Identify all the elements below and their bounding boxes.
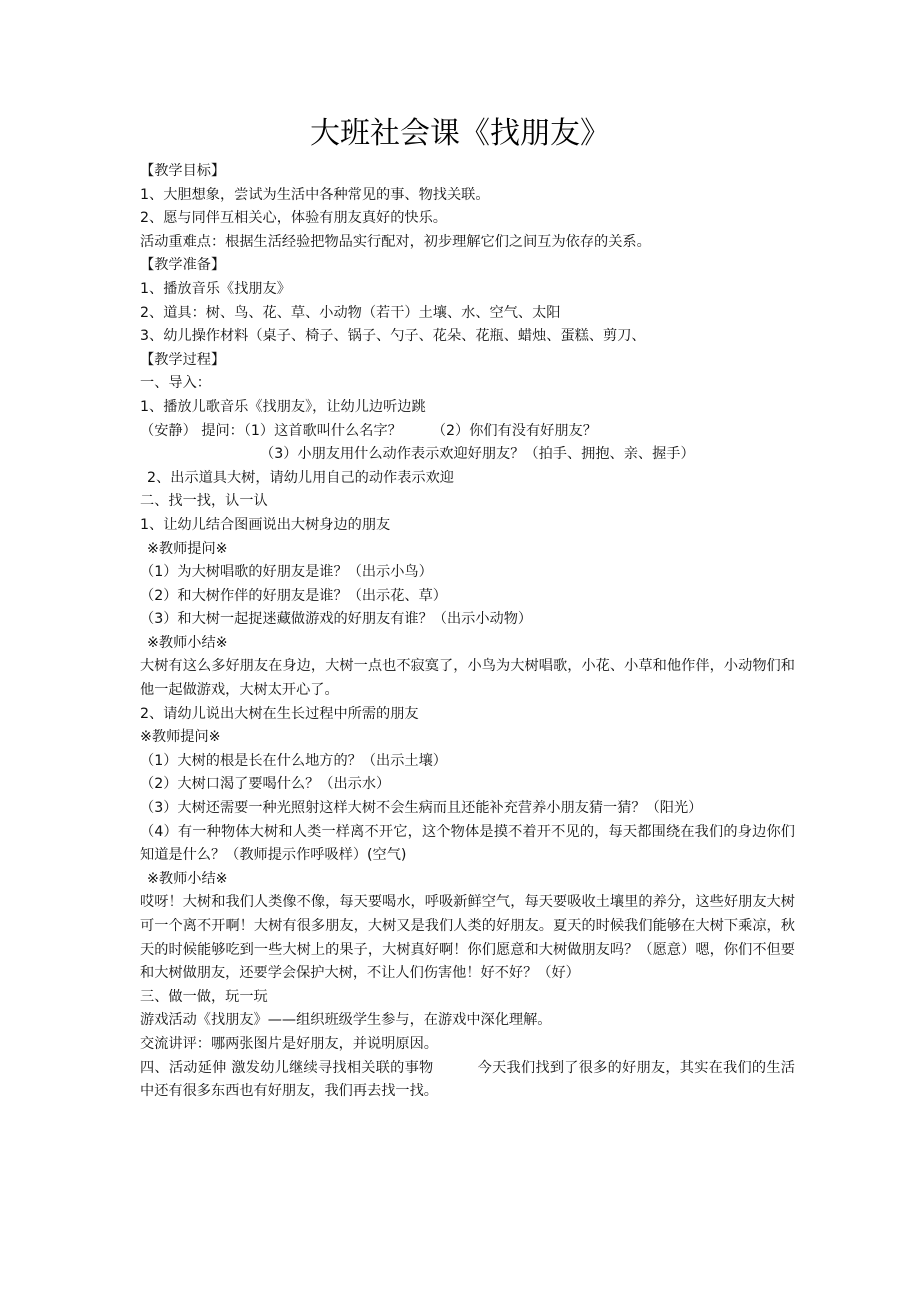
part2-heading: 二、找一找，认一认 [140, 493, 268, 510]
question-a1: （1）为大树唱歌的好朋友是谁？（出示小鸟） [140, 564, 433, 581]
question-a3: （3）和大树一起捉迷藏做游戏的好朋友有谁？（出示小动物） [140, 611, 533, 628]
teacher-summary-label-a: ※教师小结※ [147, 634, 228, 651]
summary-b-paragraph: 哎呀！大树和我们人类像不像，每天要喝水，呼吸新鲜空气，每天要吸收土壤里的养分，这些好朋友大树可一个离不开啊！大树有很多朋友，大树又是我们人类的好朋友。夏天的时候我们能够在大树下乘凉，秋天的时候能够吃到一些大树上的果子，大树真好啊！你们愿意和大树做朋友吗？（愿意）嗯，你们不但要和大树做朋友，还要学会保护大树，不让人们伤害他！好不好？（好） [140, 894, 795, 982]
teacher-summary-label-b: ※教师小结※ [147, 870, 228, 887]
question-a2: （2）和大树作伴的好朋友是谁？（出示花、草） [140, 587, 447, 604]
teacher-question-label-a: ※教师提问※ [147, 540, 228, 557]
question-b3: （3）大树还需要一种光照射这样大树不会生病而且还能补充营养小朋友猜一猜？（阳光） [140, 800, 703, 817]
prep-item-1: 1、播放音乐《找朋友》 [140, 280, 291, 297]
part2-item-2: 2、请幼儿说出大树在生长过程中所需的朋友 [140, 705, 419, 722]
goal-item-2: 2、愿与同伴互相关心，体验有朋友真好的快乐。 [140, 210, 447, 227]
part3-heading: 三、做一做，玩一玩 [140, 988, 268, 1005]
goals-heading: 【教学目标】 [140, 163, 226, 179]
summary-a-paragraph: 大树有这么多好朋友在身边，大树一点也不寂寞了，小鸟为大树唱歌，小花、小草和他作伴，小动物们和他一起做游戏，大树太开心了。 [140, 658, 795, 699]
document-body [140, 160, 795, 1104]
part1-question-1: （安静） 提问：（1）这首歌叫什么名字？ [140, 422, 402, 439]
prep-item-3: 3、幼儿操作材料（桌子、椅子、锅子、勺子、花朵、花瓶、蜡烛、蛋糕、剪刀、 [140, 328, 646, 345]
question-b1: （1）大树的根是长在什么地方的？（出示土壤） [140, 752, 447, 769]
part3-game: 游戏活动《找朋友》——组织班级学生参与，在游戏中深化理解。 [140, 1012, 552, 1029]
part1-question-2: （2）你们有没有好朋友？ [431, 422, 597, 439]
question-b2: （2）大树口渴了要喝什么？（出示水） [140, 776, 391, 793]
part1-heading: 一、导入： [140, 375, 211, 392]
part1-item-2: 2、出示道具大树，请幼儿用自己的动作表示欢迎 [147, 469, 454, 486]
key-difficulty: 活动重难点：根据生活经验把物品实行配对，初步理解它们之间互为依存的关系。 [140, 233, 651, 250]
part4-text: 今天我们找到了很多的好朋友，其实在我们的生活中还有很多东西也有好朋友，我们再去找一找。 [140, 1059, 795, 1100]
part1-item-1: 1、播放儿歌音乐《找朋友》，让幼儿边听边跳 [140, 398, 426, 415]
part3-discussion: 交流讲评：哪两张图片是好朋友，并说明原因。 [140, 1035, 438, 1052]
question-b4: （4）有一种物体大树和人类一样离不开它，这个物体是摸不着开不见的，每天都围绕在我们的身边你们知道是什么？（教师提示作呼吸样）(空气) [140, 823, 795, 864]
document-title: 大班社会课《找朋友》 [310, 116, 610, 151]
part1-question-3: （3）小朋友用什么动作表示欢迎好朋友？（拍手、拥抱、亲、握手） [260, 446, 695, 463]
teacher-question-label-b: ※教师提问※ [140, 729, 221, 746]
prep-item-2: 2、道具：树、鸟、花、草、小动物（若干）土壤、水、空气、太阳 [140, 304, 561, 321]
process-heading: 【教学过程】 [140, 351, 226, 368]
prep-heading: 【教学准备】 [140, 257, 226, 274]
goal-item-1: 1、大胆想象，尝试为生活中各种常见的事、物找关联。 [140, 186, 490, 203]
part2-item-1: 1、让幼儿结合图画说出大树身边的朋友 [140, 516, 391, 533]
part1-questions-line [140, 420, 795, 444]
part4-paragraph [140, 1057, 795, 1104]
part4-heading: 四、活动延伸 激发幼儿继续寻找相关联的事物 [140, 1059, 434, 1076]
